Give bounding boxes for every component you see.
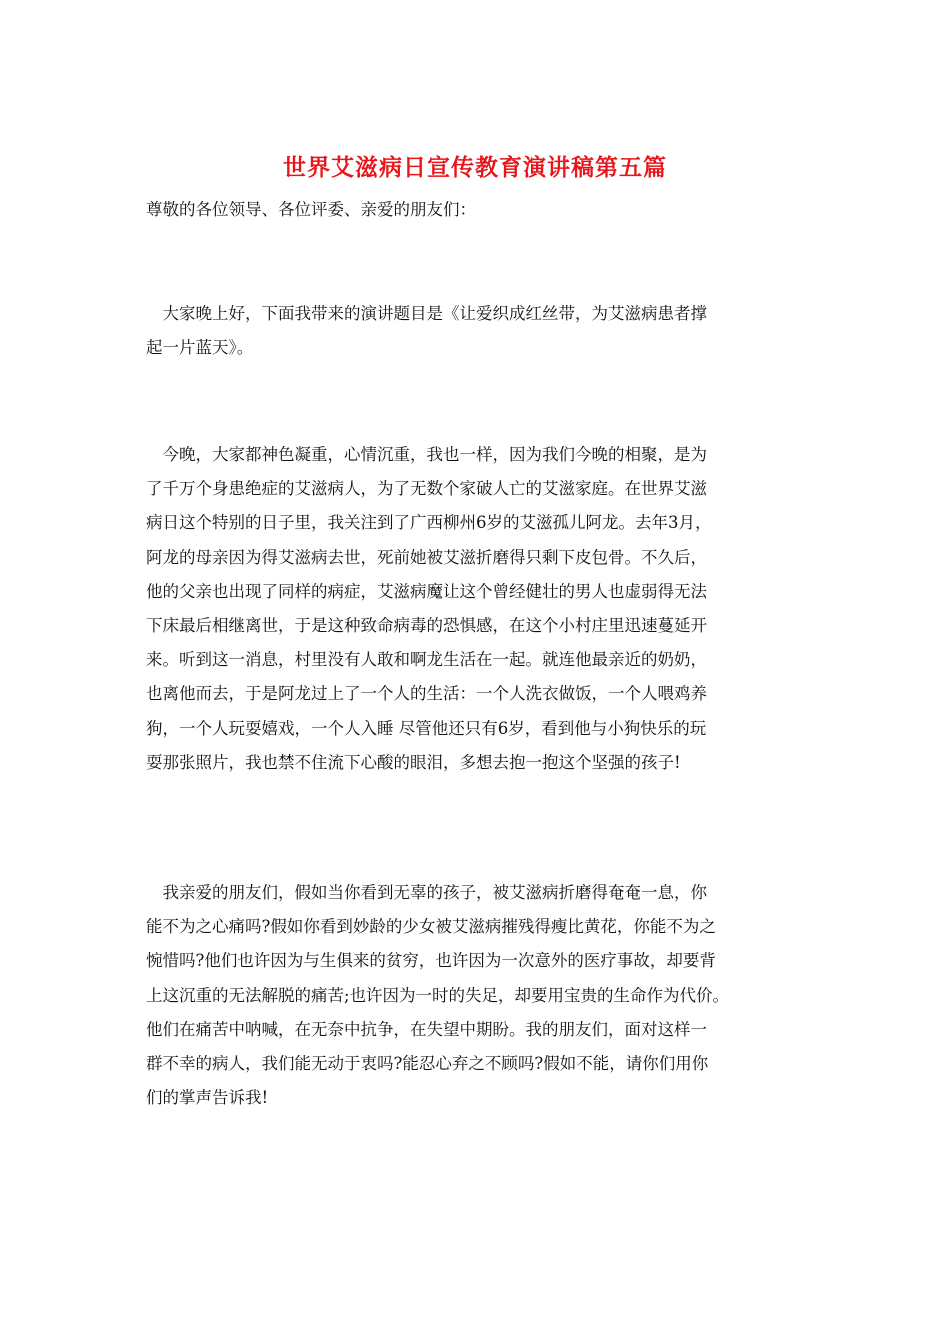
text-line: 也离他而去，于是阿龙过上了一个人的生活：一个人洗衣做饭，一个人喂鸡养: [146, 684, 707, 704]
text-line: 狗，一个人玩耍嬉戏，一个人入睡 尽管他还只有6岁，看到他与小狗快乐的玩: [146, 718, 707, 738]
text-line: 们的掌声告诉我!: [146, 1088, 269, 1108]
text-line: 群不幸的病人，我们能无动于衷吗?能忍心弃之不顾吗?假如不能，请你们用你: [146, 1053, 709, 1073]
text-line: 了千万个身患绝症的艾滋病人，为了无数个家破人亡的艾滋家庭。在世界艾滋: [146, 479, 707, 499]
text-line: 起一片蓝天》。: [146, 338, 254, 358]
text-line: 他的父亲也出现了同样的病症，艾滋病魔让这个曾经健壮的男人也虚弱得无法: [146, 581, 707, 601]
document-title: 世界艾滋病日宣传教育演讲稿第五篇: [283, 154, 667, 181]
text-line: 下床最后相继离世，于是这种致命病毒的恐惧感，在这个小村庄里迅速蔓延开: [146, 615, 707, 635]
paragraph-2: [146, 438, 826, 780]
paragraph-1: [146, 297, 826, 365]
text-line: 大家晚上好，下面我带来的演讲题目是《让爱织成红丝带，为艾滋病患者撑: [146, 304, 707, 323]
text-line: 阿龙的母亲因为得艾滋病去世，死前她被艾滋折磨得只剩下皮包骨。不久后，: [146, 547, 707, 567]
text-line: 来。听到这一消息，村里没有人敢和啊龙生活在一起。就连他最亲近的奶奶，: [146, 650, 707, 670]
text-line: 他们在痛苦中呐喊，在无奈中抗争，在失望中期盼。我的朋友们，面对这样一: [146, 1019, 707, 1039]
text-line: 上这沉重的无法解脱的痛苦;也许因为一时的失足，却要用宝贵的生命作为代价。: [146, 985, 730, 1005]
paragraph-3: [146, 876, 826, 1115]
text-line: 我亲爱的朋友们，假如当你看到无辜的孩子，被艾滋病折磨得奄奄一息，你: [146, 883, 707, 902]
salutation: 尊敬的各位领导、各位评委、亲爱的朋友们：: [146, 200, 476, 219]
text-line: 今晚，大家都神色凝重，心情沉重，我也一样，因为我们今晚的相聚，是为: [146, 445, 707, 464]
text-line: 能不为之心痛吗?假如你看到妙龄的少女被艾滋病摧残得瘦比黄花，你能不为之: [146, 917, 716, 937]
text-line: 病日这个特别的日子里，我关注到了广西柳州6岁的艾滋孤儿阿龙。去年3月，: [146, 513, 712, 533]
text-line: 惋惜吗?他们也许因为与生俱来的贫穷，也许因为一次意外的医疗事故，却要背: [146, 951, 716, 971]
text-line: 耍那张照片，我也禁不住流下心酸的眼泪，多想去抱一抱这个坚强的孩子!: [146, 752, 681, 772]
